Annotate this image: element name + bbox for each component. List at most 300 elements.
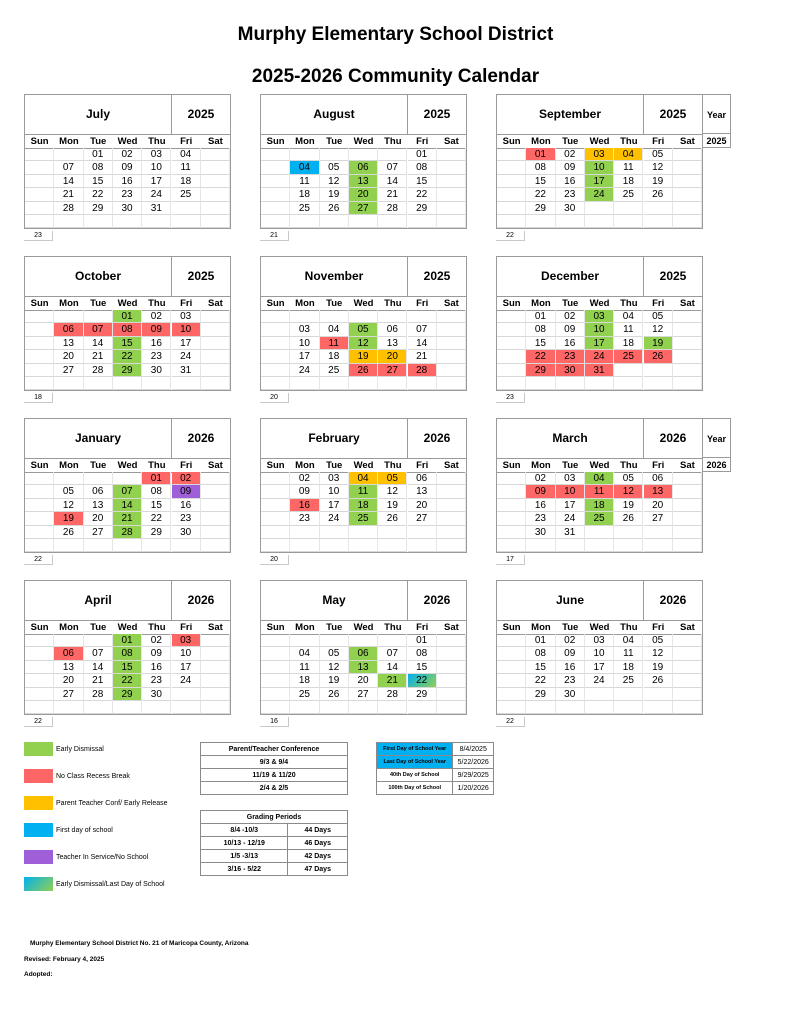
month-november (260, 256, 467, 404)
empty-cell (673, 175, 702, 188)
empty-cell (201, 350, 230, 363)
month-header (496, 580, 703, 620)
day-cell: 16 (142, 337, 171, 350)
empty-cell (290, 377, 319, 390)
day-cell: 29 (113, 364, 142, 377)
weekday-label: Thu (148, 136, 166, 147)
empty-cell (673, 701, 702, 714)
day-cell: 06 (54, 323, 83, 336)
day-cell: 14 (54, 175, 83, 188)
day-cell: 12 (614, 485, 643, 498)
day-cell: 29 (526, 202, 555, 215)
day-cell: 08 (113, 647, 142, 660)
day-cell: 19 (644, 175, 673, 188)
empty-cell (378, 539, 407, 552)
empty-cell (437, 499, 466, 512)
weekday-label: Tue (90, 622, 107, 633)
empty-cell (201, 499, 230, 512)
weekday-header (497, 458, 702, 473)
day-cell: 21 (378, 188, 407, 201)
day-cell: 12 (644, 161, 673, 174)
day-cell: 09 (113, 161, 142, 174)
day-cell: 20 (408, 499, 437, 512)
day-cell: 12 (349, 337, 378, 350)
empty-cell (673, 323, 702, 336)
empty-cell (437, 202, 466, 215)
day-cell: 22 (84, 188, 113, 201)
grading-range: 10/13 - 12/19 (201, 837, 288, 850)
day-cell: 15 (526, 337, 555, 350)
year-box-label: Year (703, 94, 731, 134)
weekday-label: Wed (353, 460, 374, 471)
month-september (496, 94, 703, 242)
day-cell: 03 (172, 634, 201, 647)
empty-cell (201, 175, 230, 188)
empty-cell (320, 539, 349, 552)
empty-cell (54, 701, 83, 714)
day-cell: 24 (585, 674, 614, 687)
day-cell: 29 (142, 526, 171, 539)
empty-cell (84, 539, 113, 552)
day-cell: 27 (378, 364, 407, 377)
day-cell: 27 (349, 202, 378, 215)
day-cell: 10 (585, 161, 614, 174)
weekday-label: Tue (326, 460, 343, 471)
day-cell: 18 (290, 674, 319, 687)
empty-cell (201, 472, 230, 485)
day-cell: 22 (526, 350, 555, 363)
day-cell: 05 (644, 634, 673, 647)
weekday-label: Wed (589, 136, 610, 147)
weekday-label: Wed (353, 136, 374, 147)
day-cell: 28 (113, 526, 142, 539)
weekday-header (25, 296, 230, 311)
month-june (496, 580, 703, 728)
day-cell: 19 (378, 499, 407, 512)
conference-table (200, 742, 348, 795)
day-cell: 23 (113, 188, 142, 201)
empty-cell (437, 688, 466, 701)
legend-swatch (24, 769, 53, 783)
empty-cell (497, 310, 526, 323)
empty-cell (673, 377, 702, 390)
empty-cell (408, 701, 437, 714)
weekday-label: Wed (117, 622, 138, 633)
day-cell: 13 (54, 661, 83, 674)
day-cell: 16 (290, 499, 319, 512)
empty-cell (497, 202, 526, 215)
day-cell: 19 (320, 674, 349, 687)
day-cell: 19 (54, 512, 83, 525)
school-day-count: 23 (24, 231, 53, 241)
day-cell: 23 (142, 350, 171, 363)
empty-cell (261, 202, 290, 215)
empty-cell (113, 701, 142, 714)
weekday-label: Sat (444, 622, 459, 633)
legend-label: Teacher In Service/No School (56, 854, 149, 861)
empty-cell (172, 377, 201, 390)
empty-cell (25, 175, 54, 188)
empty-cell (585, 688, 614, 701)
day-cell: 14 (378, 661, 407, 674)
day-cell: 30 (142, 364, 171, 377)
weekday-header (25, 620, 230, 635)
day-cell: 06 (54, 647, 83, 660)
empty-cell (261, 188, 290, 201)
empty-cell (54, 472, 83, 485)
month-header (24, 418, 231, 458)
month-name: November (261, 256, 408, 296)
day-cell: 15 (526, 661, 555, 674)
empty-cell (644, 215, 673, 228)
weekday-label: Sat (208, 460, 223, 471)
empty-cell (378, 377, 407, 390)
school-day-count: 20 (260, 393, 289, 403)
weekday-label: Mon (531, 298, 551, 309)
empty-cell (261, 647, 290, 660)
empty-cell (25, 310, 54, 323)
day-cell: 06 (349, 161, 378, 174)
school-day-count: 22 (24, 555, 53, 565)
empty-cell (437, 310, 466, 323)
empty-cell (25, 472, 54, 485)
empty-cell (25, 661, 54, 674)
day-cell: 06 (349, 647, 378, 660)
empty-cell (84, 215, 113, 228)
weekday-header (261, 134, 466, 149)
day-cell: 03 (585, 148, 614, 161)
school-day-count: 20 (260, 555, 289, 565)
day-cell: 02 (556, 148, 585, 161)
day-cell: 20 (644, 499, 673, 512)
day-cell: 26 (644, 188, 673, 201)
empty-cell (201, 337, 230, 350)
empty-cell (201, 148, 230, 161)
weekday-label: Thu (620, 622, 638, 633)
weekday-label: Fri (652, 298, 665, 309)
legend-swatch (24, 850, 53, 864)
empty-cell (673, 485, 702, 498)
grading-table (200, 810, 348, 876)
school-day-count: 22 (496, 231, 525, 241)
day-cell: 20 (349, 674, 378, 687)
day-cell: 31 (585, 364, 614, 377)
empty-cell (497, 512, 526, 525)
month-year: 2025 (423, 107, 451, 121)
day-cell: 23 (142, 674, 171, 687)
day-cell: 18 (585, 499, 614, 512)
day-cell: 29 (113, 688, 142, 701)
empty-cell (25, 647, 54, 660)
day-cell: 08 (526, 323, 555, 336)
day-cell: 07 (378, 647, 407, 660)
day-cell: 12 (54, 499, 83, 512)
empty-cell (378, 310, 407, 323)
year-box-label: Year (703, 418, 731, 458)
weekday-label: Sat (680, 622, 695, 633)
school-day-count: 18 (24, 393, 53, 403)
empty-cell (261, 148, 290, 161)
empty-cell (497, 661, 526, 674)
weekday-header (25, 134, 230, 149)
day-cell: 05 (378, 472, 407, 485)
day-cell: 17 (172, 661, 201, 674)
empty-cell (349, 526, 378, 539)
conference-row: 2/4 & 2/5 (201, 782, 348, 795)
weekday-label: Thu (148, 460, 166, 471)
day-cell: 25 (290, 688, 319, 701)
empty-cell (261, 377, 290, 390)
legend-label: Early Dismissal (56, 746, 104, 753)
empty-cell (437, 526, 466, 539)
empty-cell (201, 188, 230, 201)
day-cell: 26 (614, 512, 643, 525)
day-cell: 28 (84, 364, 113, 377)
empty-cell (172, 701, 201, 714)
grading-range: 8/4 -10/3 (201, 824, 288, 837)
day-cell: 03 (585, 310, 614, 323)
weekday-label: Thu (384, 298, 402, 309)
month-header (24, 94, 231, 134)
day-cell: 12 (320, 661, 349, 674)
empty-cell (142, 377, 171, 390)
day-cell: 03 (556, 472, 585, 485)
day-cell: 28 (54, 202, 83, 215)
empty-cell (25, 688, 54, 701)
day-cell: 15 (113, 337, 142, 350)
month-december (496, 256, 703, 404)
day-cell: 02 (113, 148, 142, 161)
day-cell: 28 (378, 202, 407, 215)
empty-cell (290, 701, 319, 714)
empty-cell (614, 215, 643, 228)
empty-cell (54, 377, 83, 390)
day-cell: 02 (142, 310, 171, 323)
day-cell: 22 (526, 674, 555, 687)
day-cell: 15 (526, 175, 555, 188)
empty-cell (261, 310, 290, 323)
day-cell: 30 (526, 526, 555, 539)
month-may (260, 580, 467, 728)
month-year: 2025 (659, 269, 687, 283)
empty-cell (25, 674, 54, 687)
day-cell: 08 (84, 161, 113, 174)
day-cell: 06 (378, 323, 407, 336)
empty-cell (437, 647, 466, 660)
empty-cell (25, 512, 54, 525)
day-cell: 30 (172, 526, 201, 539)
day-cell: 11 (614, 161, 643, 174)
weekday-label: Sat (208, 298, 223, 309)
day-cell: 27 (349, 688, 378, 701)
empty-cell (497, 526, 526, 539)
empty-cell (585, 202, 614, 215)
month-year: 2026 (659, 431, 687, 445)
empty-cell (261, 337, 290, 350)
month-name: August (261, 94, 408, 134)
empty-cell (526, 215, 555, 228)
day-cell: 11 (172, 161, 201, 174)
empty-cell (526, 539, 555, 552)
day-cell: 04 (349, 472, 378, 485)
day-cell: 23 (526, 512, 555, 525)
day-cell: 30 (556, 688, 585, 701)
empty-cell (25, 634, 54, 647)
weekday-header (261, 458, 466, 473)
empty-cell (437, 188, 466, 201)
empty-cell (172, 539, 201, 552)
empty-cell (497, 350, 526, 363)
day-cell: 06 (408, 472, 437, 485)
empty-cell (261, 472, 290, 485)
month-year: 2026 (187, 593, 215, 607)
weekday-label: Tue (562, 298, 579, 309)
empty-cell (84, 701, 113, 714)
empty-cell (349, 377, 378, 390)
day-cell: 27 (84, 526, 113, 539)
footer-adopted: Adopted: (24, 971, 53, 978)
weekday-label: Wed (117, 460, 138, 471)
day-cell: 07 (378, 161, 407, 174)
day-cell: 04 (614, 148, 643, 161)
day-cell: 29 (526, 364, 555, 377)
day-cell: 20 (84, 512, 113, 525)
school-day-count: 22 (24, 717, 53, 727)
empty-cell (408, 215, 437, 228)
weekday-label: Sun (502, 298, 521, 309)
empty-cell (320, 526, 349, 539)
empty-cell (378, 701, 407, 714)
weekday-label: Mon (59, 298, 79, 309)
empty-cell (349, 634, 378, 647)
empty-cell (673, 350, 702, 363)
empty-cell (437, 148, 466, 161)
weekday-label: Thu (620, 136, 638, 147)
month-year: 2026 (423, 593, 451, 607)
weekday-label: Tue (326, 622, 343, 633)
month-header (260, 418, 467, 458)
day-cell: 24 (142, 188, 171, 201)
weekday-header (497, 134, 702, 149)
empty-cell (25, 539, 54, 552)
day-cell: 09 (526, 485, 555, 498)
day-cell: 25 (614, 188, 643, 201)
empty-cell (25, 485, 54, 498)
day-cell: 01 (142, 472, 171, 485)
empty-cell (437, 485, 466, 498)
weekday-label: Fri (416, 622, 429, 633)
empty-cell (585, 539, 614, 552)
day-cell: 01 (526, 310, 555, 323)
grading-days: 46 Days (288, 837, 348, 850)
day-cell: 10 (585, 323, 614, 336)
day-cell: 27 (408, 512, 437, 525)
day-cell: 09 (142, 323, 171, 336)
empty-cell (497, 323, 526, 336)
empty-cell (673, 688, 702, 701)
day-cell: 05 (644, 148, 673, 161)
empty-cell (261, 161, 290, 174)
day-cell: 13 (84, 499, 113, 512)
day-cell: 13 (378, 337, 407, 350)
day-cell: 21 (84, 674, 113, 687)
day-cell: 11 (349, 485, 378, 498)
empty-cell (673, 634, 702, 647)
empty-cell (201, 485, 230, 498)
weekday-label: Sat (680, 298, 695, 309)
day-cell: 12 (644, 323, 673, 336)
day-cell: 23 (556, 188, 585, 201)
empty-cell (25, 377, 54, 390)
empty-cell (25, 526, 54, 539)
empty-cell (497, 472, 526, 485)
weekday-header (497, 296, 702, 311)
day-cell: 30 (142, 688, 171, 701)
day-cell: 01 (526, 148, 555, 161)
day-cell: 04 (172, 148, 201, 161)
empty-cell (261, 512, 290, 525)
page-title: Murphy Elementary School District (237, 24, 554, 45)
weekday-label: Mon (295, 136, 315, 147)
empty-cell (644, 526, 673, 539)
empty-cell (261, 539, 290, 552)
empty-cell (261, 526, 290, 539)
empty-cell (261, 364, 290, 377)
empty-cell (673, 337, 702, 350)
empty-cell (261, 499, 290, 512)
empty-cell (261, 701, 290, 714)
empty-cell (585, 215, 614, 228)
day-cell: 21 (84, 350, 113, 363)
empty-cell (320, 701, 349, 714)
day-cell: 17 (556, 499, 585, 512)
empty-cell (673, 647, 702, 660)
page-subtitle: 2025-2026 Community Calendar (251, 66, 540, 87)
grading-range: 3/16 - 5/22 (201, 863, 288, 876)
day-cell: 17 (142, 175, 171, 188)
empty-cell (497, 539, 526, 552)
month-name: February (261, 418, 408, 458)
month-name: January (25, 418, 172, 458)
weekday-label: Wed (353, 622, 374, 633)
empty-cell (349, 701, 378, 714)
day-cell: 31 (172, 364, 201, 377)
empty-cell (437, 512, 466, 525)
month-february (260, 418, 467, 566)
weekday-label: Sun (502, 622, 521, 633)
empty-cell (585, 701, 614, 714)
empty-cell (349, 215, 378, 228)
month-april (24, 580, 231, 728)
empty-cell (349, 148, 378, 161)
month-march (496, 418, 703, 566)
weekday-label: Wed (353, 298, 374, 309)
day-cell: 28 (408, 364, 437, 377)
empty-cell (142, 215, 171, 228)
empty-cell (497, 337, 526, 350)
conference-row: 9/3 & 9/4 (201, 756, 348, 769)
empty-cell (673, 539, 702, 552)
day-cell: 24 (556, 512, 585, 525)
empty-cell (54, 539, 83, 552)
day-cell: 16 (556, 337, 585, 350)
empty-cell (437, 634, 466, 647)
day-cell: 17 (585, 337, 614, 350)
empty-cell (261, 485, 290, 498)
empty-cell (25, 499, 54, 512)
empty-cell (526, 377, 555, 390)
month-name: October (25, 256, 172, 296)
